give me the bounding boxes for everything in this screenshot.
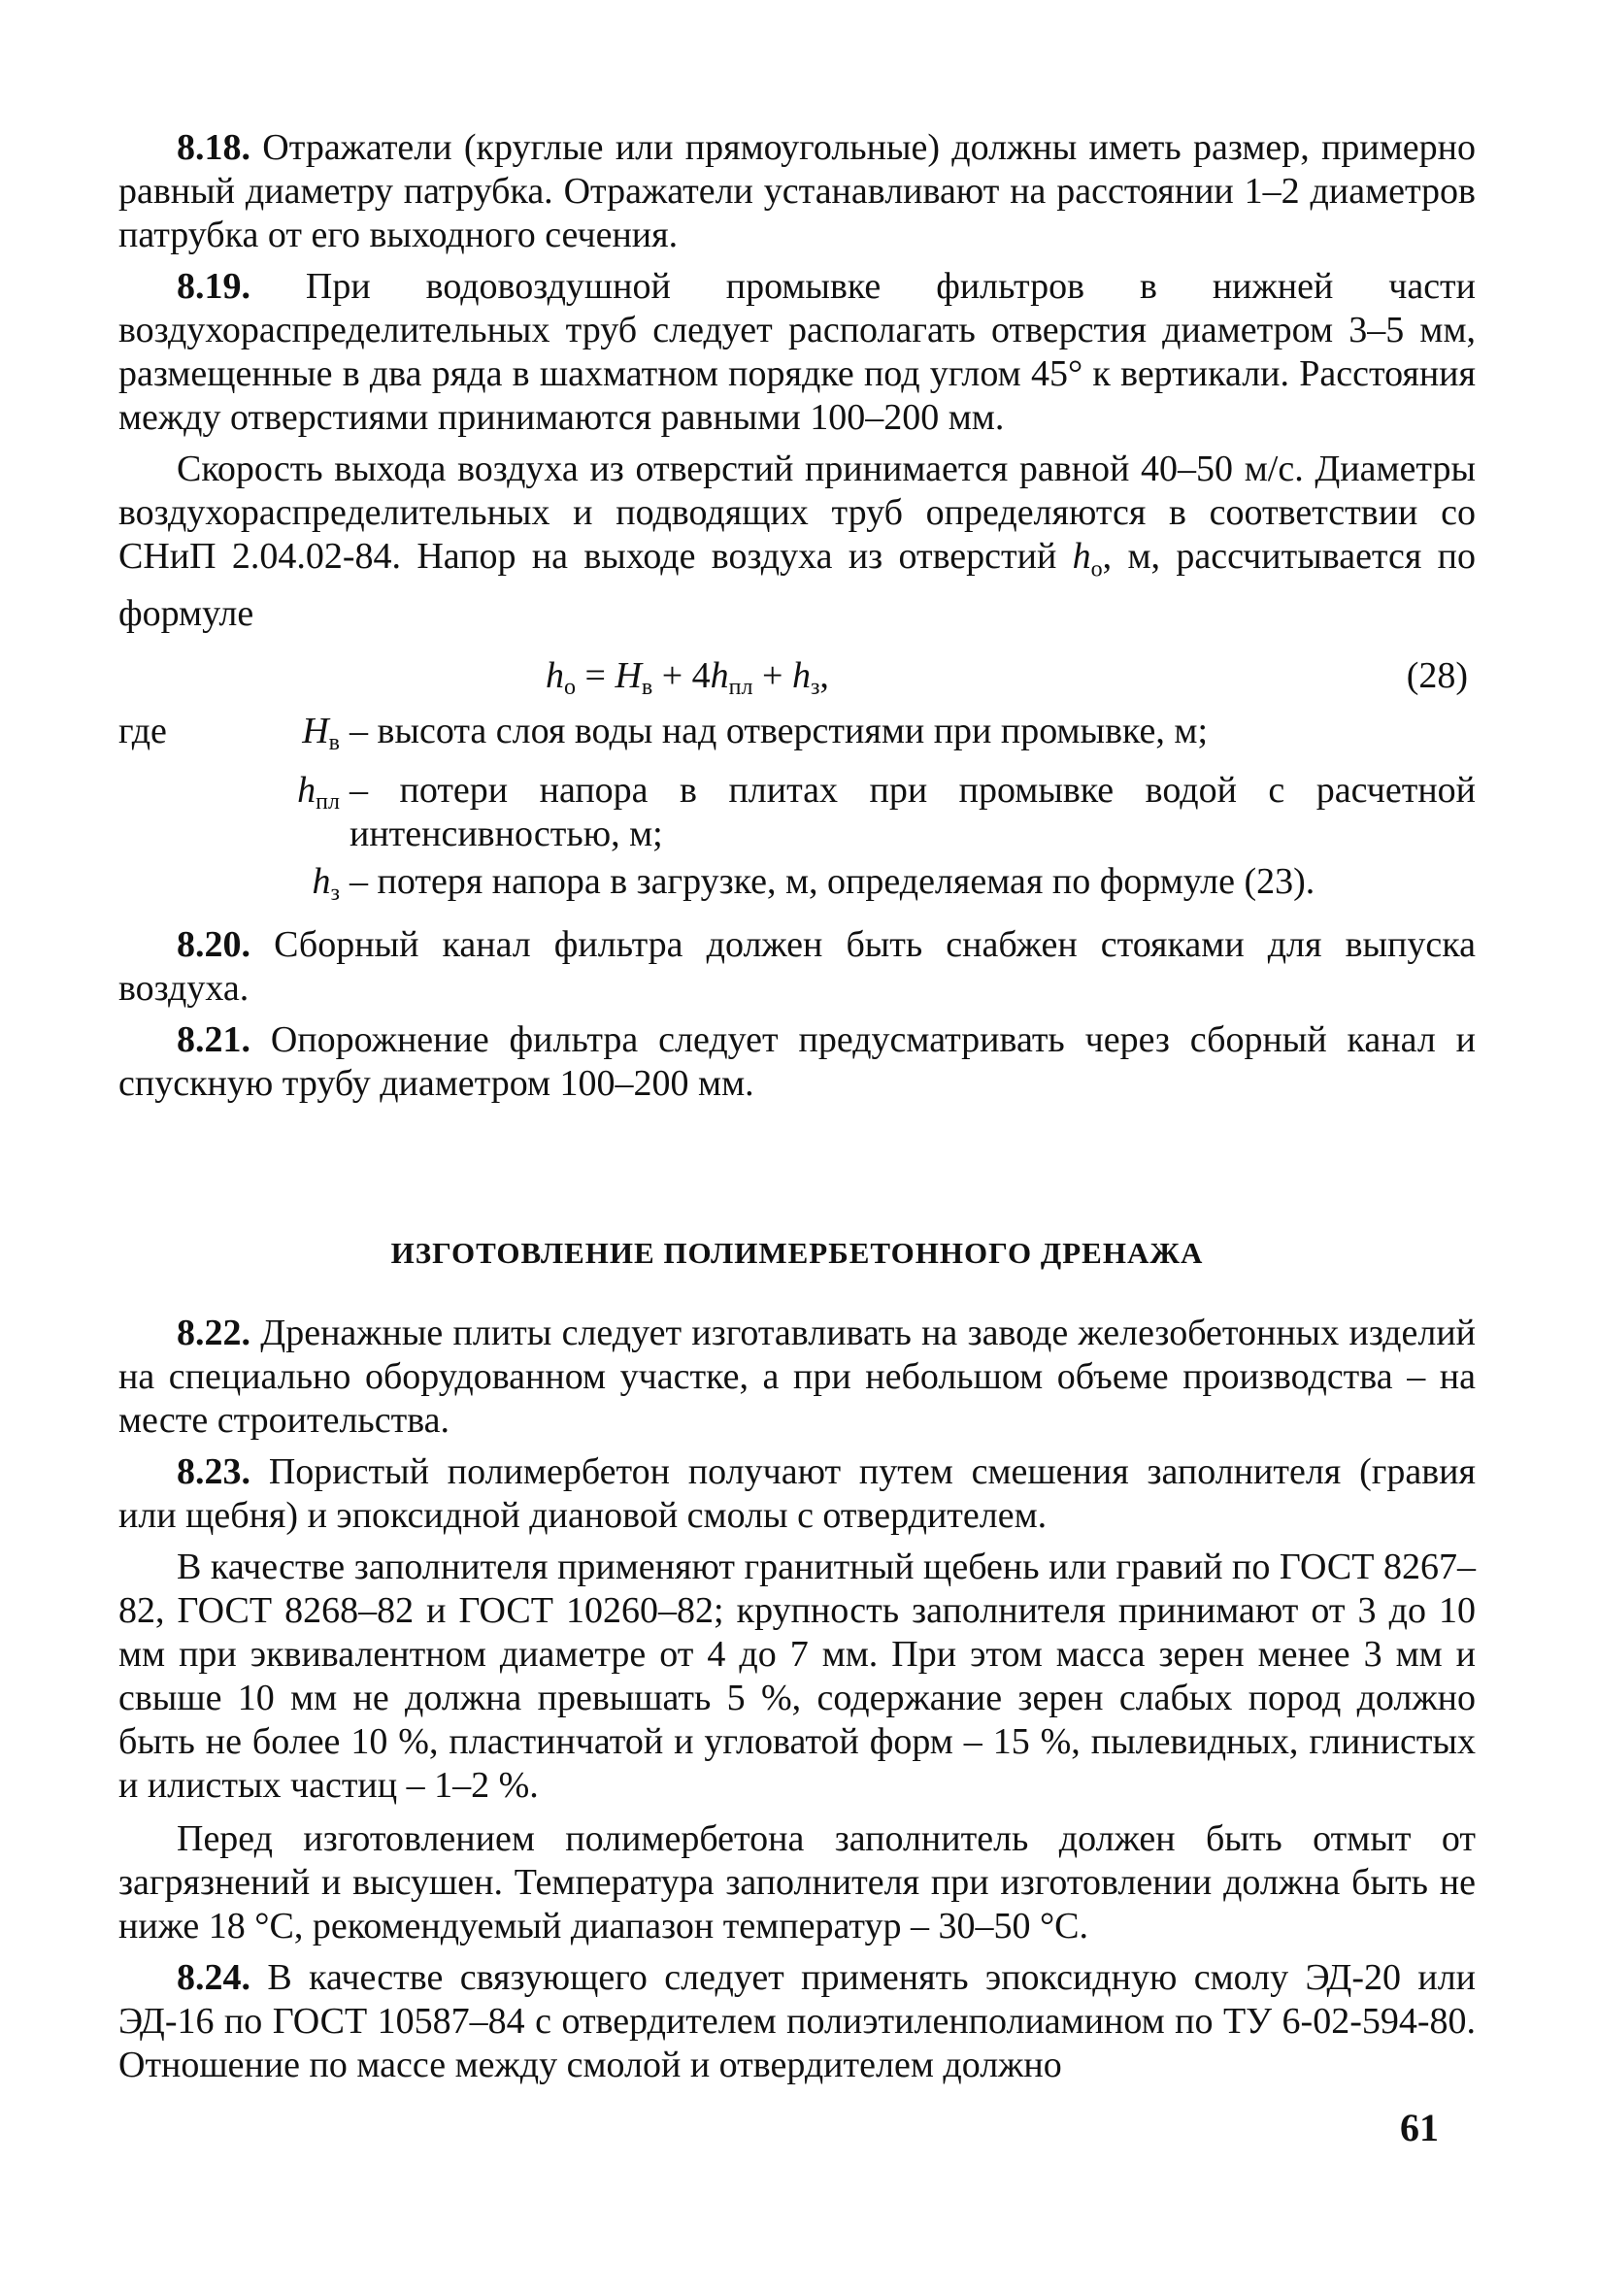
paragraph-text: Сборный канал фильтра должен быть снабжен стояками для выпуска воздуха. [118, 923, 1476, 1009]
paragraph-8-19-cont [118, 448, 1476, 636]
formula-punctuation: , [819, 654, 829, 696]
clause-number: 8.18. [177, 127, 250, 168]
paragraph-8-20 [118, 923, 1476, 1011]
clause-number: 8.20. [177, 923, 250, 965]
paragraph-8-23-aggregate [118, 1546, 1476, 1808]
clause-number: 8.19. [177, 266, 250, 307]
formula-subscript: з [810, 674, 820, 700]
formula-subscript: в [641, 674, 653, 700]
paragraph-text: Перед изготовлением полимербетона заполнитель должен быть отмыт от загрязнений и высушен. Температура заполнителя при изготовлении должна быть не ниже 18 °С, рекомендуемый диапазон температур – 30–50 °С. [118, 1817, 1476, 1947]
document-page [118, 126, 1476, 2087]
paragraph-8-21 [118, 1018, 1476, 1106]
paragraph-8-18 [118, 126, 1476, 257]
formula-subscript: пл [728, 674, 753, 700]
legend-description: – высота слоя воды над отверстиями при промывке, м; [350, 710, 1209, 751]
paragraph-8-22 [118, 1312, 1476, 1443]
clause-number: 8.23. [177, 1450, 250, 1492]
formula-legend [118, 710, 1476, 915]
paragraph-text: В качестве связующего следует применять эпоксидную смолу ЭД-20 или ЭД-16 по ГОСТ 10587–84 с отвердителем полиэтиленполиамином по ТУ 6-02-594-80. Отношение по массе между смолой и отвердителем должно [118, 1956, 1476, 2085]
legend-description: – потери напора в плитах при промывке водой с расчетной интенсивностью, м; [350, 769, 1476, 854]
paragraph-text: В качестве заполнителя применяют гранитный щебень или гравий по ГОСТ 8267–82, ГОСТ 8268–82 и ГОСТ 10260–82; крупность заполнителя принимают от 3 до 10 мм при эквивалентном диаметре от 4 до 7 мм. При этом масса зерен менее 3 мм и свыше 10 мм не должна превышать 5 %, содержание зерен слабых пород должно быть не более 10 %, пластинчатой и угловатой форм – 15 %, пылевидных, глинистых и илистых частиц – 1–2 %. [118, 1546, 1476, 1806]
formula-operator: + [752, 654, 792, 696]
formula-28 [118, 648, 1476, 704]
paragraph-text: Скорость выхода воздуха из отверстий принимается равной 40–50 м/с. Диаметры воздухораспределительных и подводящих труб определяются в соответствии со СНиП 2.04.02-84. Напор на выходе воздуха из отверстий [118, 449, 1476, 577]
clause-number: 8.22. [177, 1312, 250, 1353]
paragraph-8-24 [118, 1956, 1476, 2087]
formula-term: H [615, 654, 642, 696]
legend-symbol: $h_з$ [312, 860, 340, 906]
paragraph-text: Отражатели (круглые или прямоугольные) должны иметь размер, примерно равный диаметру патрубка. Отражатели устанавливают на расстоянии 1–2 диаметров патрубка от его выходного сечения. [118, 127, 1476, 255]
formula-operator: = [576, 654, 616, 696]
legend-description: – потеря напора в загрузке, м, определяемая по формуле (23). [350, 860, 1315, 902]
section-heading: ИЗГОТОВЛЕНИЕ ПОЛИМЕРБЕТОННОГО ДРЕНАЖА [390, 1235, 1204, 1270]
paragraph-8-19 [118, 265, 1476, 440]
legend-symbol: $h_{пл}$ [297, 769, 340, 815]
formula-operator: + 4 [652, 654, 711, 696]
formula-expression [546, 648, 829, 715]
where-word: где [118, 710, 167, 751]
formula-term: h [546, 654, 564, 696]
formula-subscript: o [564, 674, 576, 700]
equation-number: (28) [1406, 654, 1468, 696]
paragraph-text: При водовоздушной промывке фильтров в нижней части воздухораспределительных труб следует располагать отверстия диаметром 3–5 мм, размещенные в два ряда в шахматном порядке под углом 45° к вертикали. Расстояния между отверстиями принимаются равными 100–200 мм. [118, 266, 1476, 438]
formula-term: h [710, 654, 729, 696]
paragraph-text: Опорожнение фильтра следует предусматривать через сборный канал и спускную трубу диаметром 100–200 мм. [118, 1018, 1476, 1104]
formula-term: h [791, 654, 811, 696]
legend-symbol: $H_в$ [302, 710, 340, 755]
symbol-subscript: o [1090, 556, 1103, 582]
paragraph-8-23-preparation [118, 1817, 1476, 1948]
paragraph-8-23 [118, 1450, 1476, 1538]
paragraph-text: Пористый полимербетон получают путем смешения заполнителя (гравия или щебня) и эпоксидной диановой смолы с отвердителем. [118, 1450, 1476, 1536]
clause-number: 8.24. [177, 1956, 250, 1998]
page-number: 61 [1400, 2106, 1439, 2149]
clause-number: 8.21. [177, 1018, 250, 1060]
paragraph-text-tail: , м, рассчитывается по формуле [118, 536, 1477, 634]
paragraph-text: Дренажные плиты следует изготавливать на заводе железобетонных изделий на специально оборудованном участке, а при небольшом объеме производства – на месте строительства. [118, 1312, 1476, 1441]
symbol-h: h [1072, 536, 1091, 577]
